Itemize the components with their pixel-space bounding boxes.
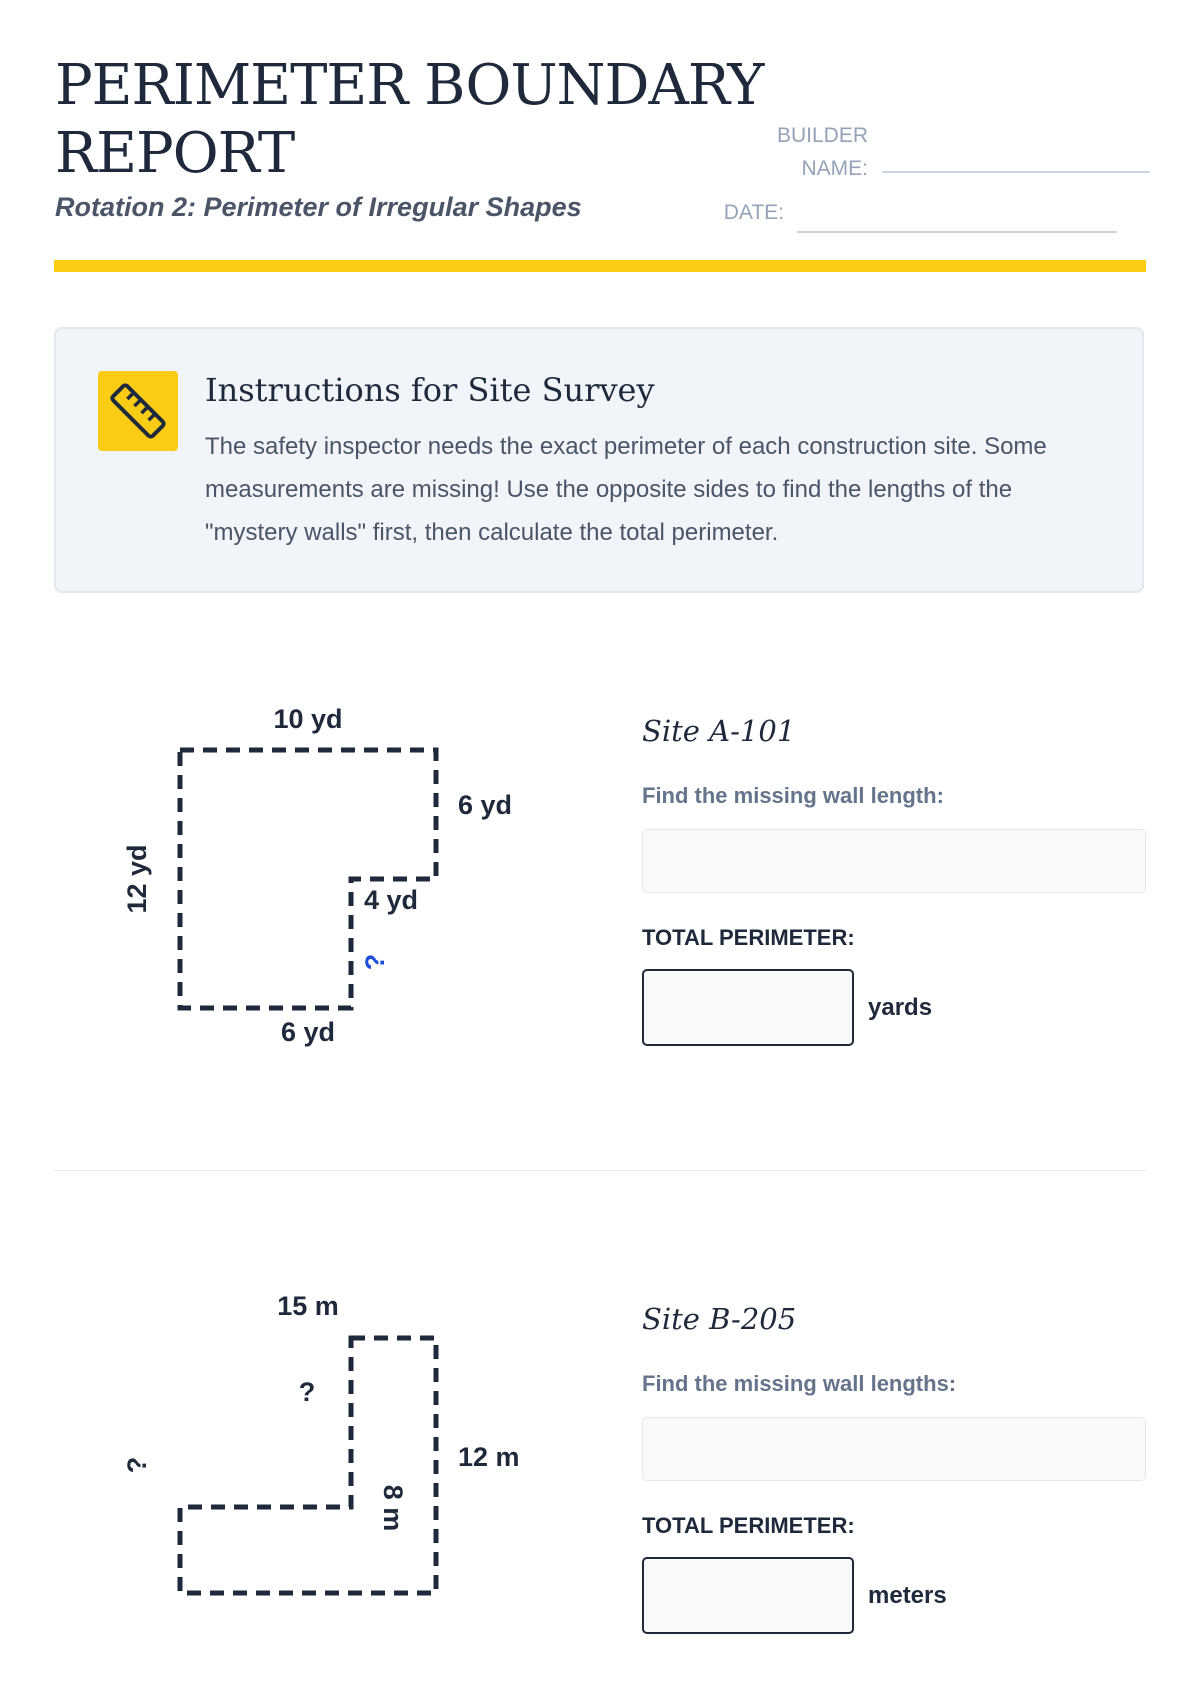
site-b-missing-length-input[interactable] [642, 1417, 1146, 1481]
site-b-total-label: TOTAL PERIMETER: [642, 1513, 855, 1538]
section-divider [54, 1170, 1146, 1171]
header-accent-bar [54, 260, 1146, 272]
builder-name-field[interactable] [882, 171, 1150, 173]
ruler-icon [98, 371, 178, 451]
report-title-line-1: PERIMETER BOUNDARY [55, 53, 764, 118]
site-b-total-input[interactable] [642, 1557, 854, 1634]
site-a-diagram [100, 690, 570, 1110]
report-title [55, 52, 763, 188]
site-a-total-input[interactable] [642, 969, 854, 1046]
report-subtitle: Rotation 2: Perimeter of Irregular Shapes [55, 192, 582, 222]
instructions-title: Instructions for Site Survey [205, 371, 655, 409]
site-b-label-mystery-upper: ? [298, 1377, 316, 1407]
site-a-label-mystery: ? [360, 953, 390, 971]
site-a-label-step: 4 yd [364, 885, 419, 915]
builder-label-line-1: BUILDER [776, 124, 868, 147]
date-label: DATE: [723, 201, 784, 224]
site-b-unit: meters [868, 1582, 947, 1609]
site-b-name: Site B-205 [642, 1302, 797, 1336]
builder-name-label [740, 119, 868, 185]
site-a-total-label: TOTAL PERIMETER: [642, 925, 855, 950]
site-b-label-inner: 8 m [378, 1484, 408, 1532]
site-a-label-top: 10 yd [273, 704, 343, 734]
site-a-missing-length-input[interactable] [642, 829, 1146, 893]
site-b-label-mystery-left: ? [122, 1456, 152, 1474]
site-a-name: Site A-101 [642, 714, 796, 748]
date-field[interactable] [797, 231, 1117, 233]
report-title-line-2: REPORT [55, 121, 295, 186]
site-b-prompt: Find the missing wall lengths: [642, 1371, 957, 1396]
site-a-label-left: 12 yd [122, 844, 152, 914]
instructions-text: The safety inspector needs the exact perimeter of each construction site. Some measurements are missing! Use the opposite sides to find the lengths of the "mystery walls" first, then calculate the total perimeter. [205, 433, 1047, 546]
site-a-label-bottom: 6 yd [280, 1017, 336, 1047]
builder-label-line-2: NAME: [801, 157, 868, 180]
site-a-label-right: 6 yd [458, 790, 513, 820]
site-b-label-right: 12 m [458, 1442, 520, 1472]
site-a-unit: yards [868, 994, 933, 1021]
instructions-panel [54, 327, 1144, 593]
site-b-diagram [100, 1278, 570, 1698]
site-a-outline [180, 750, 436, 1008]
site-a-prompt: Find the missing wall length: [642, 783, 944, 808]
site-b-label-top: 15 m [277, 1291, 339, 1321]
